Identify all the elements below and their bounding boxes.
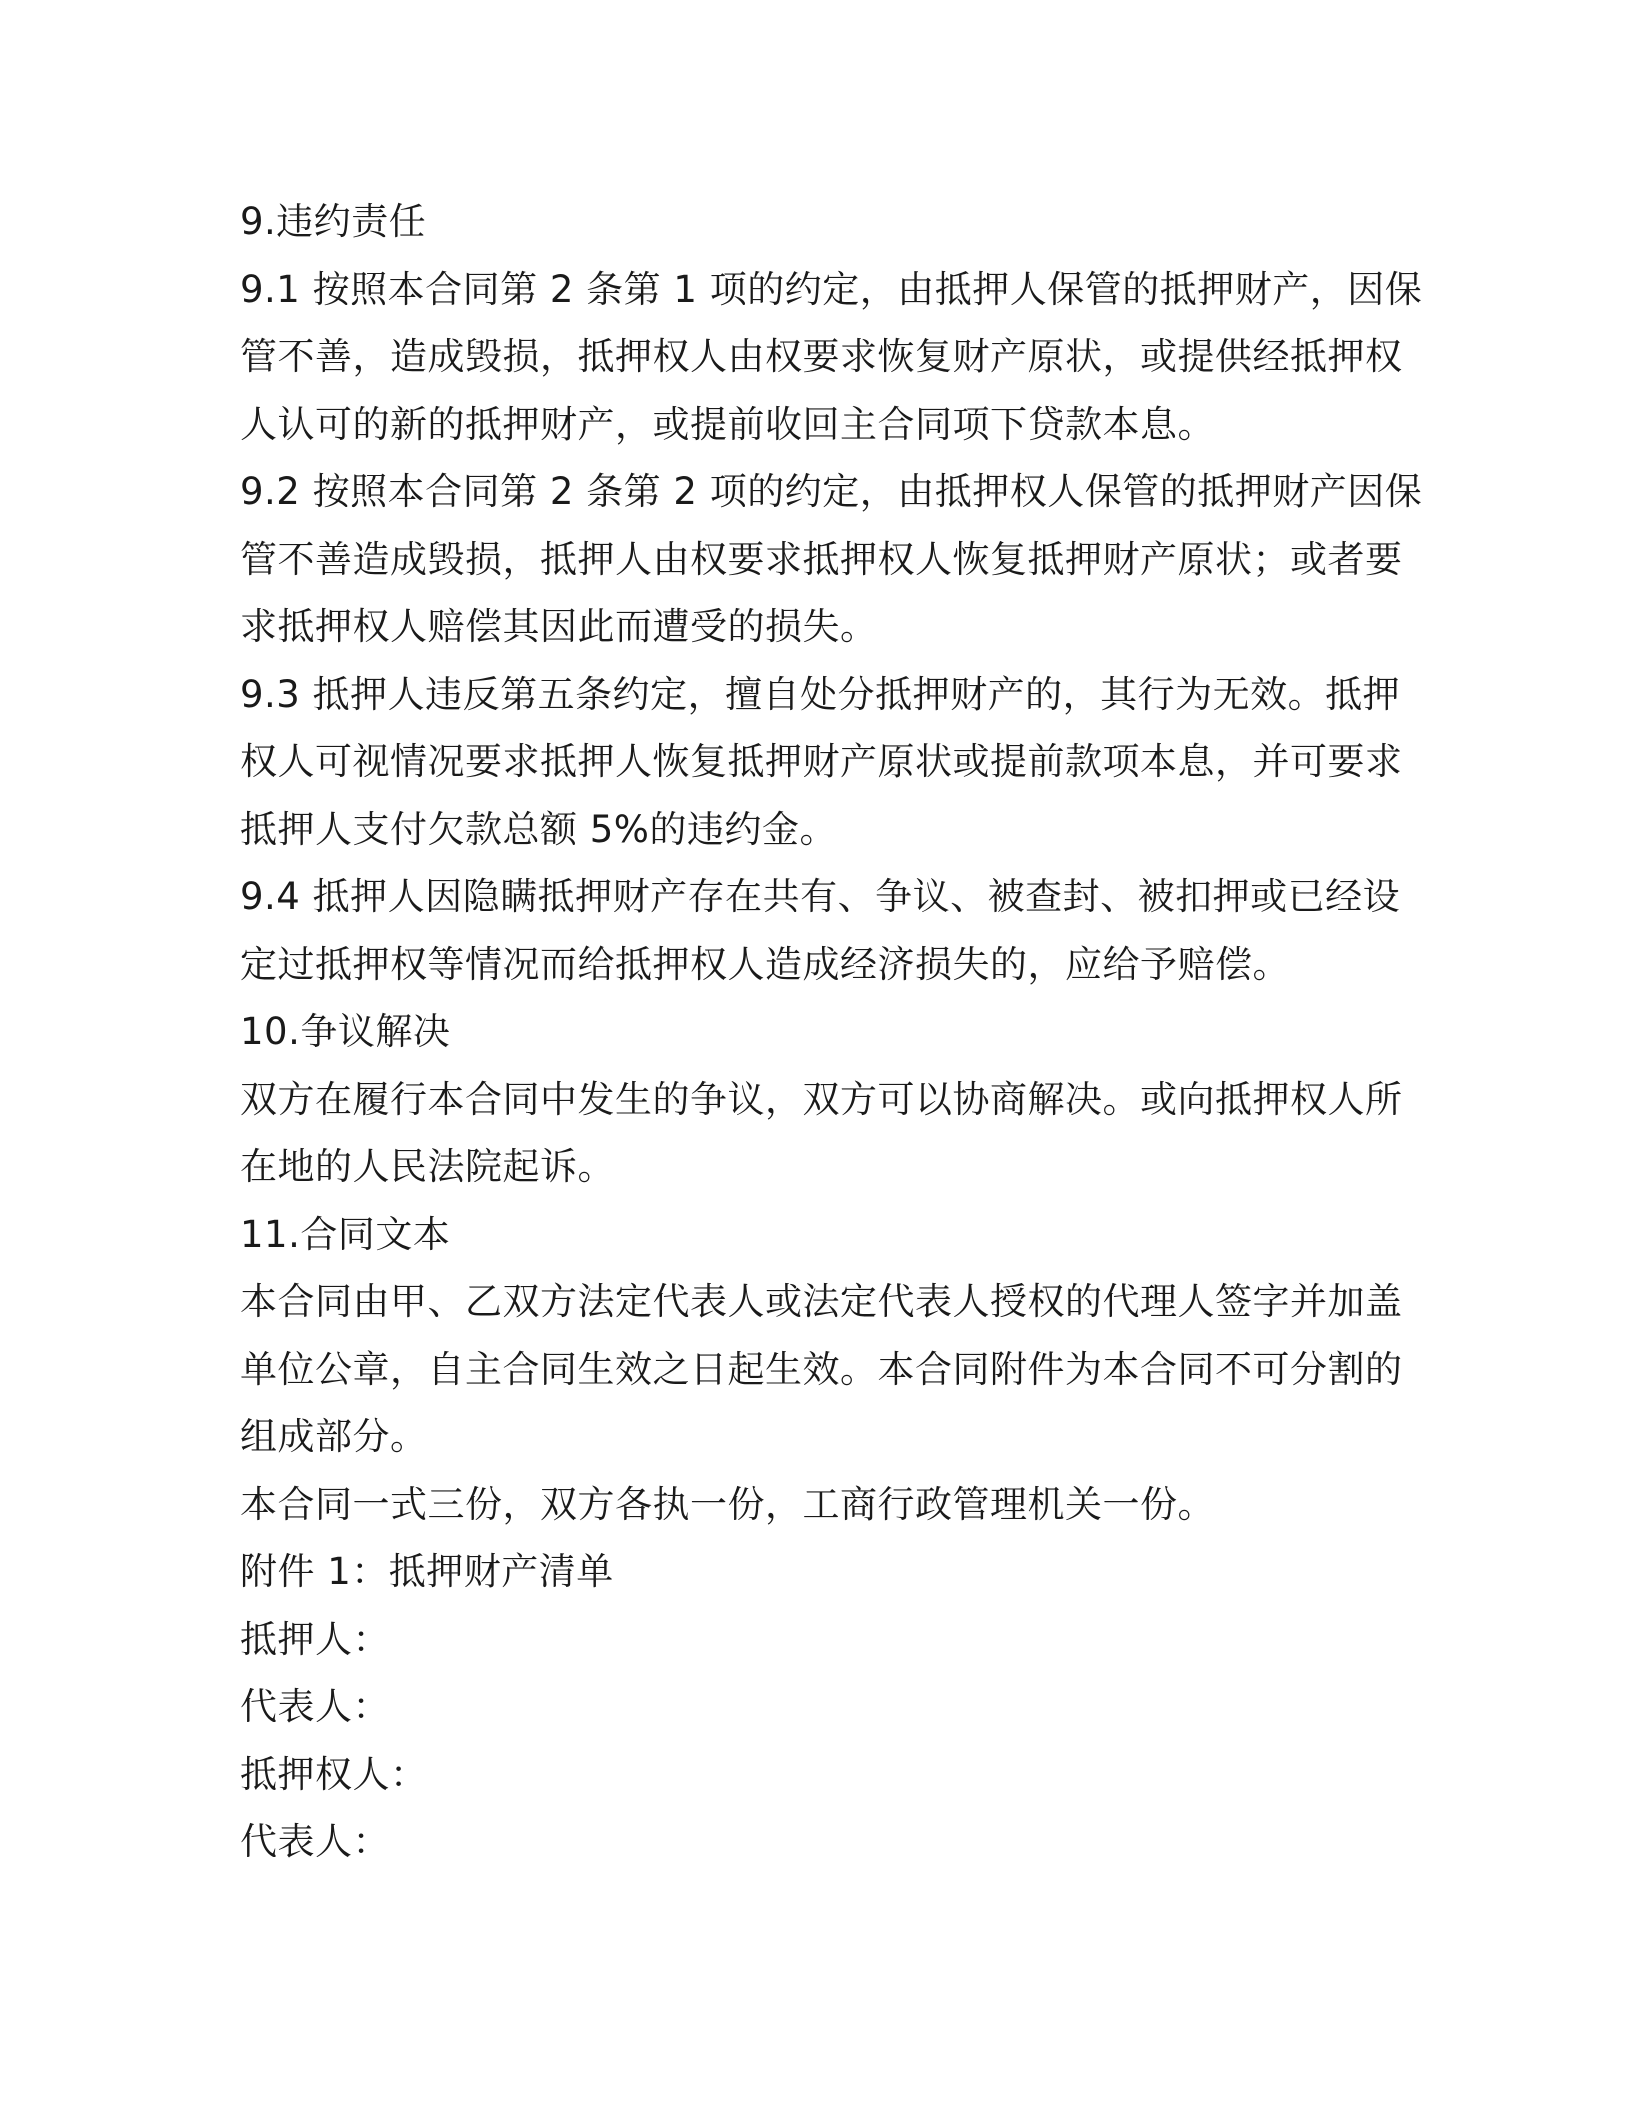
clause-9-2-line-2: 管不善造成毁损，抵押人由权要求抵押权人恢复抵押财产原状；或者要 xyxy=(240,537,1403,581)
clause-9-1-line-1: 9.1 按照本合同第 2 条第 1 项的约定，由抵押人保管的抵押财产，因保 xyxy=(240,267,1423,311)
clause-9-2-line-3: 求抵押权人赔偿其因此而遭受的损失。 xyxy=(240,605,878,648)
clause-9-2-line-1: 9.2 按照本合同第 2 条第 2 项的约定，由抵押权人保管的抵押财产因保 xyxy=(240,470,1423,513)
section-heading-breach-liability: 9.违约责任 xyxy=(240,200,427,243)
clause-11-line-3: 组成部分。 xyxy=(240,1415,428,1458)
clause-9-4-line-2: 定过抵押权等情况而给抵押权人造成经济损失的，应给予赔偿。 xyxy=(240,942,1290,986)
clause-9-3-line-2: 权人可视情况要求抵押人恢复抵押财产原状或提前款项本息，并可要求 xyxy=(240,740,1403,783)
clause-9-4-line-1: 9.4 抵押人因隐瞒抵押财产存在共有、争议、被查封、被扣押或已经设 xyxy=(240,875,1401,918)
clause-9-1-line-2: 管不善，造成毁损，抵押权人由权要求恢复财产原状，或提供经抵押权 xyxy=(240,335,1403,378)
signature-mortgagee-representative: 代表人： xyxy=(240,1820,390,1863)
section-heading-contract-text: 11.合同文本 xyxy=(240,1212,451,1256)
clause-11-line-1: 本合同由甲、乙双方法定代表人或法定代表人授权的代理人签字并加盖 xyxy=(240,1280,1403,1323)
signature-mortgagor-representative: 代表人： xyxy=(240,1685,390,1728)
clause-9-3-line-1: 9.3 抵押人违反第五条约定，擅自处分抵押财产的，其行为无效。抵押 xyxy=(240,672,1401,716)
clause-11-line-2: 单位公章，自主合同生效之日起生效。本合同附件为本合同不可分割的 xyxy=(240,1347,1403,1391)
attachment-reference: 附件 1：抵押财产清单 xyxy=(240,1550,614,1593)
clause-10-line-2: 在地的人民法院起诉。 xyxy=(240,1145,615,1188)
clause-10-line-1: 双方在履行本合同中发生的争议，双方可以协商解决。或向抵押权人所 xyxy=(240,1077,1403,1121)
signature-mortgagor: 抵押人： xyxy=(240,1617,390,1661)
signature-mortgagee: 抵押权人： xyxy=(240,1752,428,1796)
clause-9-3-line-3: 抵押人支付欠款总额 5%的违约金。 xyxy=(240,807,837,851)
section-heading-dispute-resolution: 10.争议解决 xyxy=(240,1010,451,1053)
document-body xyxy=(240,188,1423,1876)
copies-statement: 本合同一式三份，双方各执一份，工商行政管理机关一份。 xyxy=(240,1482,1215,1526)
clause-9-1-line-3: 人认可的新的抵押财产，或提前收回主合同项下贷款本息。 xyxy=(240,402,1215,446)
